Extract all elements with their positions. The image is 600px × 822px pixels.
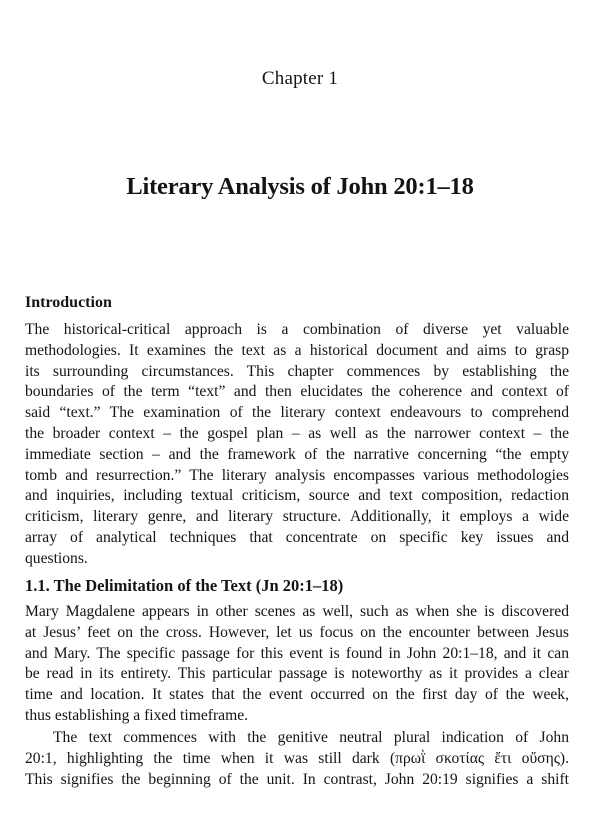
text-line: questions.: [25, 549, 88, 567]
text-line: This signifies the beginning of the unit. In contrast, John 20:19 signifies a shift: [25, 770, 569, 788]
text-line: said “text.” The examination of the literary context endeavours to comprehend: [25, 404, 569, 422]
text-line: and Mary. The specific passage for this event is found in John 20:1–18, and it can: [25, 644, 569, 662]
text-line: be read in its entirety. This particular passage is noteworthy as it provides a clear: [25, 665, 569, 683]
section-1-1-paragraph-2: [25, 728, 569, 790]
text-line: Mary Magdalene appears in other scenes as well, such as when she is discovered: [25, 603, 569, 620]
text-line: tomb and resurrection.” The literary analysis encompasses various methodologies: [25, 466, 569, 484]
text-line: time and location. It states that the event occurred on the first day of the week,: [25, 686, 569, 704]
text-line: The text commences with the genitive neutral plural indication of John: [53, 729, 569, 746]
text-line: 20:1, highlighting the time when it was still dark (πρωῒ σκοτίας ἔτι οὔσης).: [25, 749, 569, 767]
text-line: The historical-critical approach is a combination of diverse yet valuable: [25, 321, 569, 338]
text-line: methodologies. It examines the text as a historical document and aims to grasp: [25, 341, 569, 359]
text-line: the broader context – the gospel plan – as well as the narrower context – the: [25, 424, 569, 442]
text-line: and inquiries, including textual criticism, source and text composition, redaction: [25, 487, 569, 505]
chapter-label: Chapter 1: [261, 68, 339, 89]
section-1-1-heading: 1.1. The Delimitation of the Text (Jn 20:1–18): [25, 576, 344, 595]
introduction-heading: Introduction: [25, 294, 112, 311]
text-line: boundaries of the term “text” and then elucidates the coherence and context of: [25, 383, 569, 401]
section-1-1-paragraph-1: [25, 602, 569, 727]
chapter-title: Literary Analysis of John 20:1–18: [126, 173, 474, 200]
text-line: its surrounding circumstances. This chapter commences by establishing the: [25, 362, 569, 380]
introduction-paragraph: [25, 320, 569, 570]
text-line: at Jesus’ feet on the cross. However, let us focus on the encounter between Jesus: [25, 623, 569, 641]
text-line: thus establishing a fixed timeframe.: [25, 706, 249, 724]
text-line: array of analytical techniques that concentrate on specific key issues and: [25, 528, 569, 546]
text-line: criticism, literary genre, and literary structure. Additionally, it employs a wide: [25, 508, 569, 526]
text-line: immediate section – and the framework of the narrative concerning “the empty: [25, 445, 569, 463]
